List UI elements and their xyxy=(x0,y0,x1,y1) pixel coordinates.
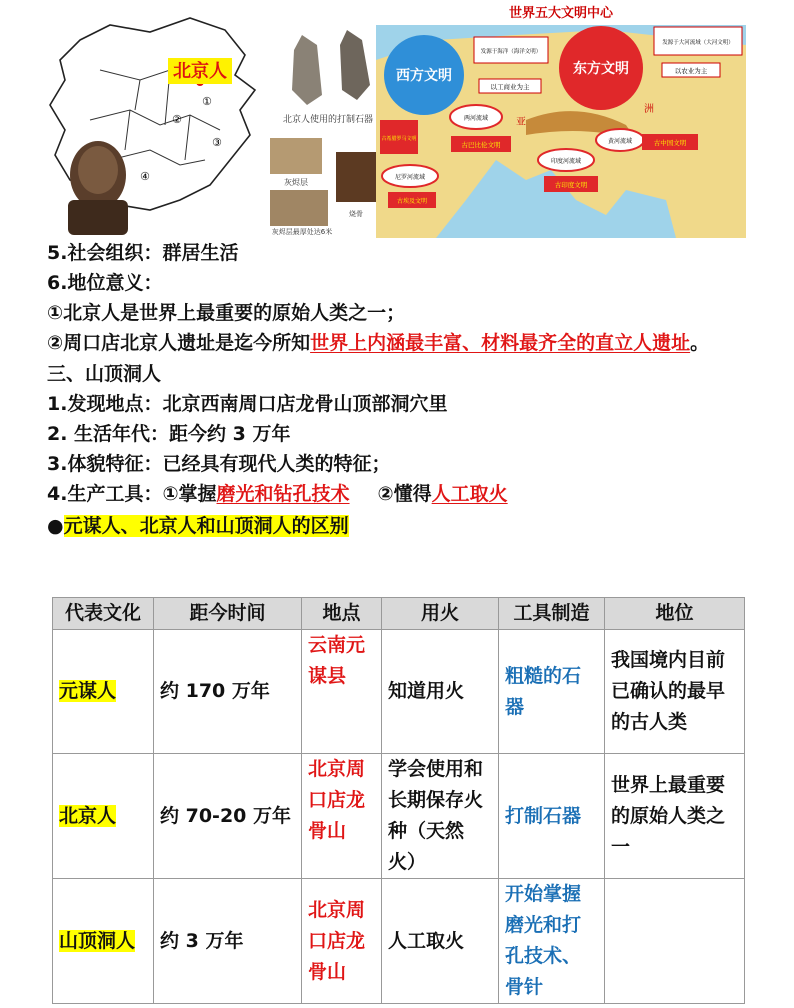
marker-3: ③ xyxy=(212,136,222,149)
table-header-row xyxy=(53,598,745,630)
indus-text: 印度河流域 xyxy=(550,158,582,165)
continent-character: 洲 xyxy=(644,104,654,115)
header-fire: 用火 xyxy=(382,598,499,630)
header-tools: 工具制造 xyxy=(499,598,605,630)
cell-status: 世界上最重要的原始人类之一 xyxy=(605,754,745,879)
east-label: 东方文明 xyxy=(573,61,629,77)
stone-tool-1 xyxy=(292,35,322,105)
india-text: 古印度文明 xyxy=(554,181,588,189)
discovery-location-line: 1.发现地点：北京西南周口店龙骨山顶部洞穴里 xyxy=(47,393,448,415)
cell-place: 北京周口店龙骨山 xyxy=(302,879,382,1004)
china-outline-map xyxy=(40,10,272,235)
table-row xyxy=(53,754,745,879)
table-row xyxy=(53,630,745,754)
greece-text: 古希腊罗马文明 xyxy=(381,136,417,142)
tools-caption: 北京人使用的打制石器 xyxy=(282,115,374,125)
production-tools-line xyxy=(47,479,767,509)
cell-name xyxy=(53,754,154,879)
cell-status: 我国境内目前已确认的最早的古人类 xyxy=(605,630,745,754)
asia-character: 亚 xyxy=(516,117,526,128)
cell-name xyxy=(53,879,154,1004)
tools-highlight-1: 磨光和钻孔技术 xyxy=(216,483,350,505)
trade-text: 以工商业为主 xyxy=(490,83,530,91)
significance-point-1: ①北京人是世界上最重要的原始人类之一； xyxy=(47,302,406,324)
twin-rivers-text: 两河流域 xyxy=(463,115,489,122)
comparison-table xyxy=(52,597,745,1004)
comparison-heading-text: 元谋人、北京人和山顶洞人的区别 xyxy=(63,515,349,537)
physical-features-line: 3.体貌特征：已经具有现代人类的特征； xyxy=(47,453,391,475)
bullet-icon: ● xyxy=(47,515,64,537)
point-2-highlight: 世界上内涵最丰富、材料最齐全的直立人遗址 xyxy=(310,332,691,354)
header-status: 地位 xyxy=(605,598,745,630)
cell-time: 约 170 万年 xyxy=(154,630,302,754)
ocean-origin-text: 发源于海洋（海洋文明） xyxy=(480,49,542,55)
river-origin-text: 发源于大河流域（大河文明） xyxy=(662,40,734,46)
marker-1: ① xyxy=(202,95,212,108)
yellow-river-text: 黄河流域 xyxy=(607,138,633,145)
cell-place: 北京周口店龙骨山 xyxy=(302,754,382,879)
header-place: 地点 xyxy=(302,598,382,630)
table-row xyxy=(53,879,745,1004)
west-label: 西方文明 xyxy=(396,68,452,84)
world-civilizations-map xyxy=(376,0,746,238)
cell-fire: 学会使用和长期保存火种（天然火） xyxy=(382,754,499,879)
cell-time: 约 3 万年 xyxy=(154,879,302,1004)
notes-section xyxy=(47,238,767,541)
cell-tool: 开始掌握磨光和打孔技术、骨针 xyxy=(499,879,605,1004)
tools-prefix: 4.生产工具：①掌握 xyxy=(47,483,217,505)
significance-point-2 xyxy=(47,328,759,359)
row-name-yuanmou: 元谋人 xyxy=(59,680,117,702)
china-civ-text: 古中国文明 xyxy=(653,139,687,147)
cell-time: 约 70-20 万年 xyxy=(154,754,302,879)
illustration-row xyxy=(40,0,754,238)
nile-text: 尼罗河流域 xyxy=(394,174,426,181)
peking-man-bust-image xyxy=(68,141,128,235)
egypt-text: 古埃及文明 xyxy=(396,198,428,205)
cell-fire: 人工取火 xyxy=(382,879,499,1004)
ash-deposit-image xyxy=(270,190,328,226)
cell-fire: 知道用火 xyxy=(382,630,499,754)
comparison-heading xyxy=(47,511,767,541)
stone-tool-2 xyxy=(340,30,370,100)
section-heading-upper-cave: 三、山顶洞人 xyxy=(47,363,162,385)
tools-mid: ②懂得 xyxy=(377,483,432,505)
social-org-line: 5.社会组织：群居生活 xyxy=(47,242,239,264)
tools-highlight-2: 人工取火 xyxy=(431,483,508,505)
depth-caption: 灰烬层最厚处达6米 xyxy=(271,228,333,236)
burnt-bone-label: 烧骨 xyxy=(349,210,363,218)
ash-layer-image xyxy=(270,138,322,174)
cell-name xyxy=(53,630,154,754)
header-time: 距今时间 xyxy=(154,598,302,630)
burnt-bone-image xyxy=(336,152,376,202)
cell-tool: 打制石器 xyxy=(499,754,605,879)
point-2-suffix: 。 xyxy=(690,332,710,354)
marker-4: ④ xyxy=(140,170,150,183)
ash-layer-label: 灰烬层 xyxy=(284,178,308,187)
world-map-title: 世界五大文明中心 xyxy=(508,6,614,21)
stone-tools-illustration xyxy=(262,10,394,238)
babylon-text: 古巴比伦文明 xyxy=(461,141,501,149)
header-culture: 代表文化 xyxy=(53,598,154,630)
row-name-peking: 北京人 xyxy=(59,804,117,827)
cell-tool: 粗糙的石器 xyxy=(499,630,605,754)
cell-status xyxy=(605,879,745,1004)
significance-heading: 6.地位意义： xyxy=(47,272,163,294)
row-name-upper-cave: 山顶洞人 xyxy=(59,929,136,952)
cell-place: 云南元谋县 xyxy=(302,630,382,754)
living-era-line: 2. 生活年代：距今约 3 万年 xyxy=(47,423,291,445)
agri-text: 以农业为主 xyxy=(674,67,708,75)
point-2-prefix: ②周口店北京人遗址是迄今所知 xyxy=(47,332,311,354)
marker-2: ② xyxy=(172,113,182,126)
map-label: 北京人 xyxy=(173,61,227,82)
